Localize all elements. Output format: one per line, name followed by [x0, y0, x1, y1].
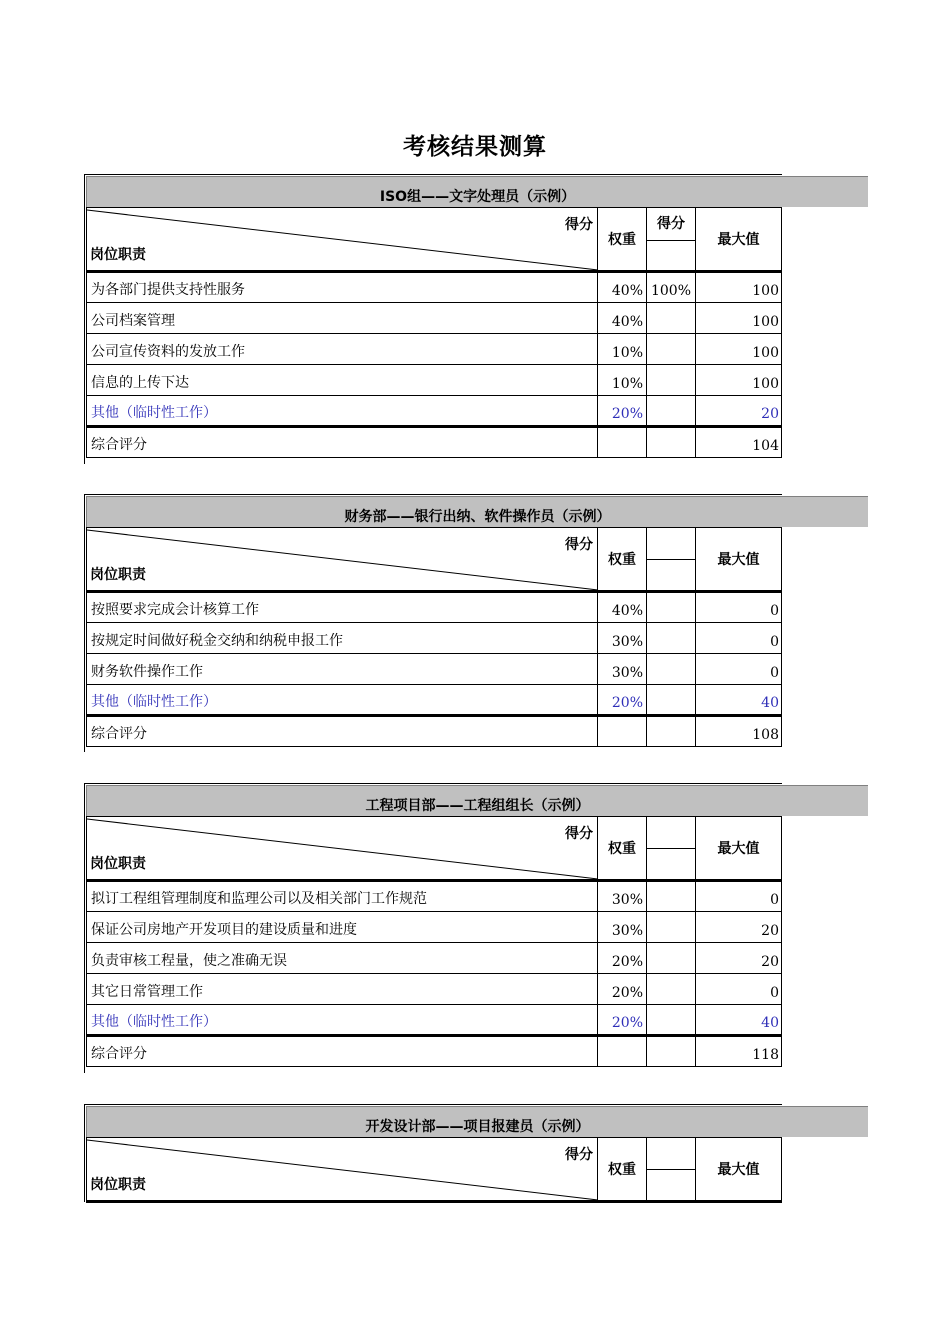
score-input[interactable] — [647, 1005, 696, 1036]
score-input[interactable] — [647, 592, 696, 623]
table-row — [87, 623, 782, 654]
weight-value: 40% — [598, 592, 647, 623]
score-header-label: 得分 — [647, 208, 695, 241]
score-input[interactable] — [647, 654, 696, 685]
max-value: 0 — [696, 654, 782, 685]
score-input[interactable] — [647, 685, 696, 716]
table-row — [87, 912, 782, 943]
diagonal-header-cell — [87, 208, 598, 272]
weight-header: 权重 — [598, 528, 647, 592]
section-top-border — [84, 174, 782, 175]
max-value: 100 — [696, 303, 782, 334]
total-max-value: 108 — [696, 716, 782, 747]
table-header-row — [87, 1138, 782, 1202]
duty-name: 拟订工程组管理制度和监理公司以及相关部门工作规范 — [87, 881, 598, 912]
duty-name: 公司宣传资料的发放工作 — [87, 334, 598, 365]
duty-corner-label: 岗位职责 — [90, 247, 146, 263]
max-value: 0 — [696, 974, 782, 1005]
duty-name: 按照要求完成会计核算工作 — [87, 592, 598, 623]
diagonal-line — [87, 208, 598, 272]
weight-value: 20% — [598, 943, 647, 974]
page-title: 考核结果测算 — [403, 134, 547, 160]
duty-name: 为各部门提供支持性服务 — [87, 272, 598, 303]
score-input[interactable] — [647, 912, 696, 943]
total-score — [647, 427, 696, 458]
section-title: 开发设计部——项目报建员（示例） — [86, 1106, 868, 1137]
total-max-value: 118 — [696, 1036, 782, 1067]
weight-header: 权重 — [598, 208, 647, 272]
duty-name: 保证公司房地产开发项目的建设质量和进度 — [87, 912, 598, 943]
section-left-border — [84, 494, 85, 752]
score-header-divider — [647, 559, 695, 560]
section-title: 财务部——银行出纳、软件操作员（示例） — [86, 496, 868, 527]
max-value: 0 — [696, 592, 782, 623]
table-header-row — [87, 817, 782, 881]
max-header: 最大值 — [696, 1138, 782, 1202]
max-header: 最大值 — [696, 208, 782, 272]
table-row — [87, 303, 782, 334]
assessment-section — [84, 174, 868, 464]
score-corner-label: 得分 — [565, 537, 593, 553]
table-row — [87, 365, 782, 396]
max-value: 100 — [696, 334, 782, 365]
score-input[interactable] — [647, 623, 696, 654]
max-value: 40 — [696, 685, 782, 716]
weight-value: 30% — [598, 912, 647, 943]
total-row — [87, 716, 782, 747]
total-score — [647, 1036, 696, 1067]
table-row — [87, 685, 782, 716]
weight-value: 10% — [598, 334, 647, 365]
max-value: 100 — [696, 365, 782, 396]
weight-value: 40% — [598, 303, 647, 334]
duty-corner-label: 岗位职责 — [90, 856, 146, 872]
total-weight — [598, 427, 647, 458]
section-top-border — [84, 1104, 782, 1105]
table-header-row — [87, 528, 782, 592]
score-header — [647, 208, 696, 272]
diagonal-header-cell — [87, 528, 598, 592]
weight-value: 40% — [598, 272, 647, 303]
duty-name: 其他（临时性工作） — [87, 1005, 598, 1036]
duty-name: 其他（临时性工作） — [87, 396, 598, 427]
score-corner-label: 得分 — [565, 1147, 593, 1163]
diagonal-line — [87, 1138, 598, 1202]
weight-value: 10% — [598, 365, 647, 396]
diagonal-header-cell — [87, 1138, 598, 1202]
max-header: 最大值 — [696, 817, 782, 881]
max-value: 100 — [696, 272, 782, 303]
total-label: 综合评分 — [87, 716, 598, 747]
total-label: 综合评分 — [87, 1036, 598, 1067]
section-top-border — [84, 494, 782, 495]
max-value: 20 — [696, 943, 782, 974]
assessment-section — [84, 494, 868, 752]
total-score — [647, 716, 696, 747]
duty-name: 按规定时间做好税金交纳和纳税申报工作 — [87, 623, 598, 654]
total-max-value: 104 — [696, 427, 782, 458]
duty-corner-label: 岗位职责 — [90, 567, 146, 583]
section-left-border — [84, 174, 85, 464]
diagonal-line — [87, 817, 598, 881]
weight-value: 20% — [598, 685, 647, 716]
diagonal-header-cell — [87, 817, 598, 881]
max-value: 20 — [696, 396, 782, 427]
duty-corner-label: 岗位职责 — [90, 1177, 146, 1193]
table-row — [87, 1005, 782, 1036]
assessment-table — [86, 207, 782, 458]
score-corner-label: 得分 — [565, 217, 593, 233]
total-row — [87, 1036, 782, 1067]
table-row — [87, 654, 782, 685]
total-weight — [598, 1036, 647, 1067]
table-row — [87, 272, 782, 303]
duty-name: 信息的上传下达 — [87, 365, 598, 396]
score-input[interactable] — [647, 974, 696, 1005]
table-header-row — [87, 208, 782, 272]
score-input[interactable] — [647, 303, 696, 334]
total-weight — [598, 716, 647, 747]
score-header-divider — [647, 848, 695, 849]
score-header-blank — [647, 1138, 696, 1202]
table-row — [87, 974, 782, 1005]
total-row — [87, 427, 782, 458]
weight-value: 30% — [598, 623, 647, 654]
section-left-border — [84, 783, 85, 1073]
section-title: ISO组——文字处理员（示例） — [86, 176, 868, 207]
weight-value: 20% — [598, 974, 647, 1005]
table-row — [87, 396, 782, 427]
score-header-divider — [647, 1169, 695, 1170]
weight-value: 30% — [598, 654, 647, 685]
score-corner-label: 得分 — [565, 826, 593, 842]
assessment-section — [84, 783, 868, 1073]
diagonal-line — [87, 528, 598, 592]
max-header: 最大值 — [696, 528, 782, 592]
table-row — [87, 881, 782, 912]
score-input[interactable] — [647, 881, 696, 912]
duty-name: 其他（临时性工作） — [87, 685, 598, 716]
weight-value: 20% — [598, 1005, 647, 1036]
score-header-blank — [647, 528, 696, 592]
weight-value: 30% — [598, 881, 647, 912]
duty-name: 财务软件操作工作 — [87, 654, 598, 685]
max-value: 0 — [696, 623, 782, 654]
score-input[interactable]: 100% — [647, 272, 696, 303]
assessment-section — [84, 1104, 868, 1202]
section-top-border — [84, 783, 782, 784]
score-input[interactable] — [647, 943, 696, 974]
score-header-blank — [647, 817, 696, 881]
section-left-border — [84, 1104, 85, 1202]
duty-name: 负责审核工程量，使之准确无误 — [87, 943, 598, 974]
score-input[interactable] — [647, 365, 696, 396]
total-label: 综合评分 — [87, 427, 598, 458]
max-value: 0 — [696, 881, 782, 912]
score-input[interactable] — [647, 334, 696, 365]
duty-name: 其它日常管理工作 — [87, 974, 598, 1005]
assessment-table — [86, 527, 782, 747]
weight-value: 20% — [598, 396, 647, 427]
max-value: 20 — [696, 912, 782, 943]
score-input[interactable] — [647, 396, 696, 427]
table-row — [87, 334, 782, 365]
assessment-table — [86, 1137, 782, 1203]
duty-name: 公司档案管理 — [87, 303, 598, 334]
section-title: 工程项目部——工程组组长（示例） — [86, 785, 868, 816]
max-value: 40 — [696, 1005, 782, 1036]
table-row — [87, 592, 782, 623]
table-row — [87, 943, 782, 974]
weight-header: 权重 — [598, 1138, 647, 1202]
assessment-table — [86, 816, 782, 1067]
weight-header: 权重 — [598, 817, 647, 881]
